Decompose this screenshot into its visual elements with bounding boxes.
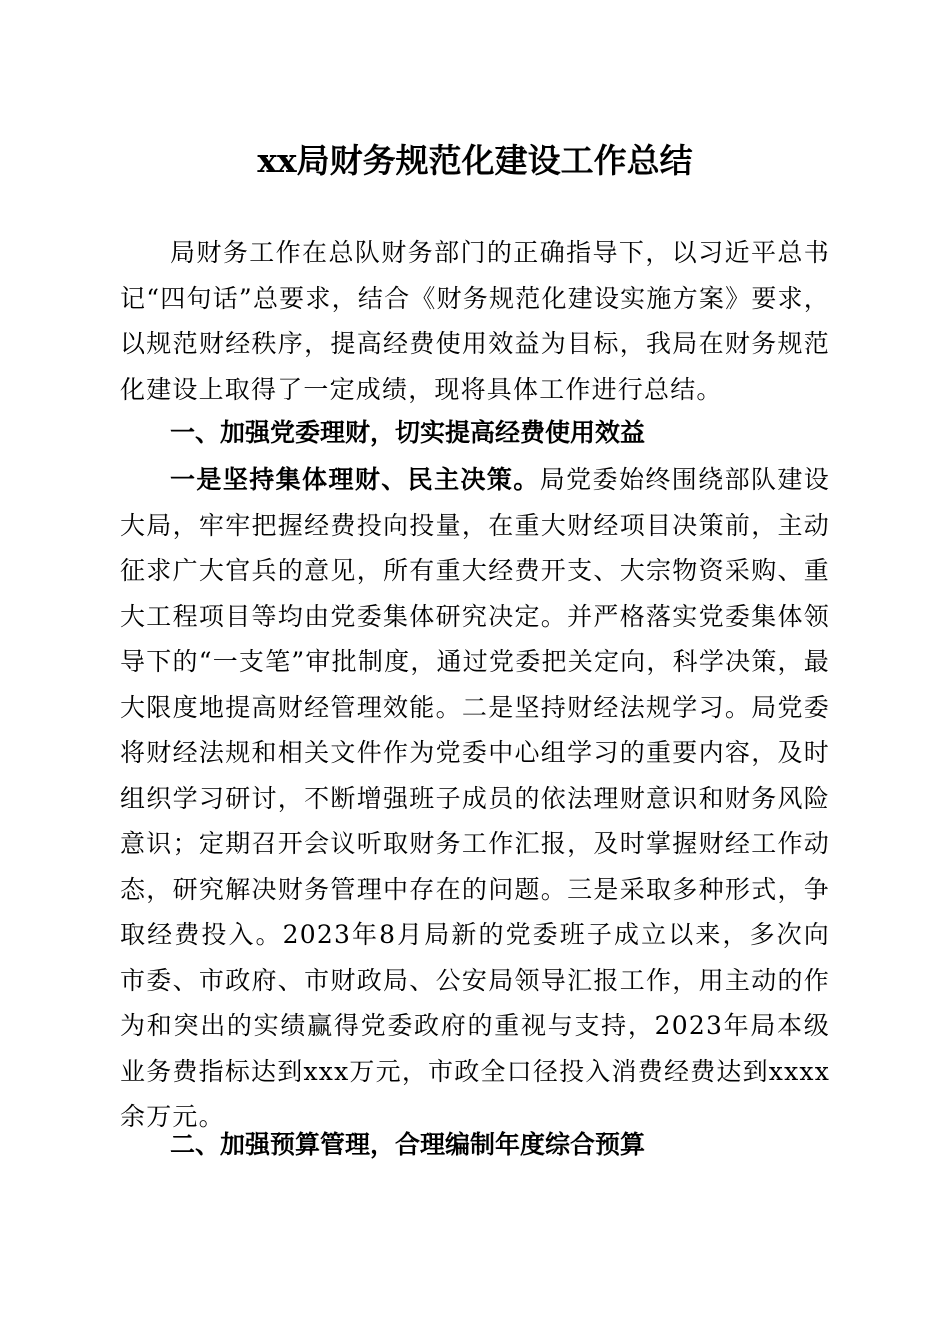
intro-paragraph-block (120, 230, 830, 412)
section-heading-1: 一、加强党委理财，切实提高经费使用效益 (170, 418, 646, 447)
document-title: xx局财务规范化建设工作总结 (257, 141, 693, 180)
intro-paragraph: 局财务工作在总队财务部门的正确指导下，以习近平总书记“四句话”总要求，结合《财务规范化建设实施方案》要求，以规范财经秩序，提高经费使用效益为目标，我局在财务规范化建设上取得了一定成绩，现将具体工作进行总结。 (120, 238, 830, 404)
section-1-body: 局党委始终围绕部队建设大局，牢牢把握经费投向投量，在重大财经项目决策前，主动征求广大官兵的意见，所有重大经费开支、大宗物资采购、重大工程项目等均由党委集体研究决定。并严格落实党委集体领导下的“一支笔”审批制度，通过党委把关定向，科学决策，最大限度地提高财经管理效能。二是坚持财经法规学习。局党委将财经法规和相关文件作为党委中心组学习的重要内容，及时组织学习研讨，不断增强班子成员的依法理财意识和财务风险意识；定期召开会议听取财务工作汇报，及时掌握财经工作动态，研究解决财务管理中存在的问题。三是采取多种形式，争取经费投入。2023年8月局新的党委班子成立以来，多次向市委、市政府、市财政局、公安局领导汇报工作，用主动的作为和突出的实绩赢得党委政府的重视与支持，2023年局本级业务费指标达到xxx万元，市政全口径投入消费经费达到xxxx余万元。 (120, 465, 830, 1131)
section-1-lead: 一是坚持集体理财、民主决策。 (170, 465, 540, 494)
section-1-paragraph-block (120, 457, 830, 1140)
section-1-paragraph (120, 457, 830, 1140)
section-heading-2: 二、加强预算管理，合理编制年度综合预算 (170, 1130, 646, 1159)
